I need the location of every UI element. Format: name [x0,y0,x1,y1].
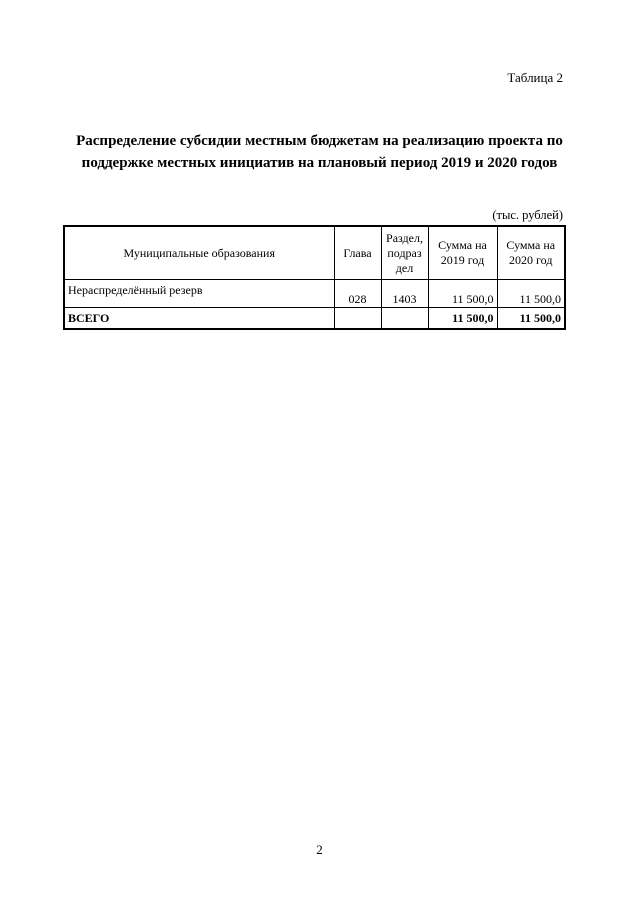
column-header-sum-2020: Сумма на 2020 год [497,226,565,280]
total-chapter [334,308,381,330]
row-chapter: 028 [334,280,381,308]
total-section [381,308,428,330]
column-header-municipality: Муниципальные образования [64,226,334,280]
row-municipality-name: Нераспределённый резерв [64,280,334,308]
subsidy-table [63,225,566,330]
row-section: 1403 [381,280,428,308]
column-header-section: Раздел, подраз дел [381,226,428,280]
table-number: Таблица 2 [507,70,563,85]
row-sum-2020: 11 500,0 [497,280,565,308]
document-title [40,130,599,174]
column-header-chapter: Глава [334,226,381,280]
title-line-2: поддержке местных инициатив на плановый период 2019 и 2020 годов [81,155,558,171]
total-row [64,308,565,330]
table-header-row [64,226,565,280]
row-sum-2019: 11 500,0 [428,280,497,308]
column-header-sum-2019: Сумма на 2019 год [428,226,497,280]
units-label: (тыс. рублей) [492,208,563,222]
title-line-1: Распределение субсидии местным бюджетам на реализацию проекта по [76,133,563,149]
page-number: 2 [316,842,323,857]
total-label: ВСЕГО [64,308,334,330]
total-sum-2019: 11 500,0 [428,308,497,330]
table-row [64,280,565,308]
total-sum-2020: 11 500,0 [497,308,565,330]
